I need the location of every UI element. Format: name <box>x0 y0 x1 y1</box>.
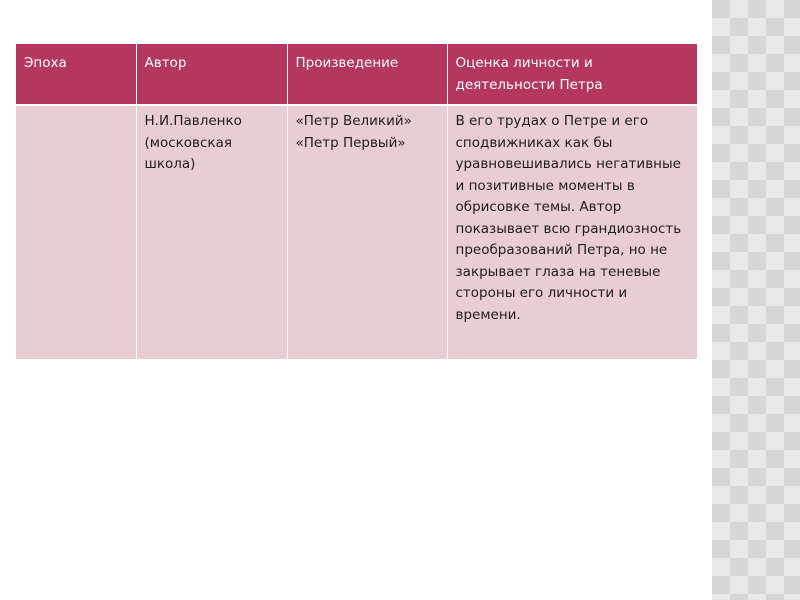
cell-works: «Петр Великий» «Петр Первый» <box>287 105 447 359</box>
header-epoch: Эпоха <box>16 44 136 105</box>
cell-assessment: В его трудах о Петре и его сподвижниках как бы уравновешивались негативные и позитивные моменты в обрисовке темы. Автор показывает всю грандиозность преобразований Петра, но не закрывает глаза на теневые стороны его личности и времени. <box>447 105 697 359</box>
cell-epoch <box>16 105 136 359</box>
table-row <box>16 105 697 359</box>
cell-author: Н.И.Павленко (московская школа) <box>136 105 287 359</box>
header-row <box>16 44 697 105</box>
header-work: Произведение <box>287 44 447 105</box>
header-author: Автор <box>136 44 287 105</box>
header-assessment: Оценка личности и деятельности Петра <box>447 44 697 105</box>
history-table <box>16 44 697 359</box>
decorative-side-pattern <box>712 0 800 600</box>
